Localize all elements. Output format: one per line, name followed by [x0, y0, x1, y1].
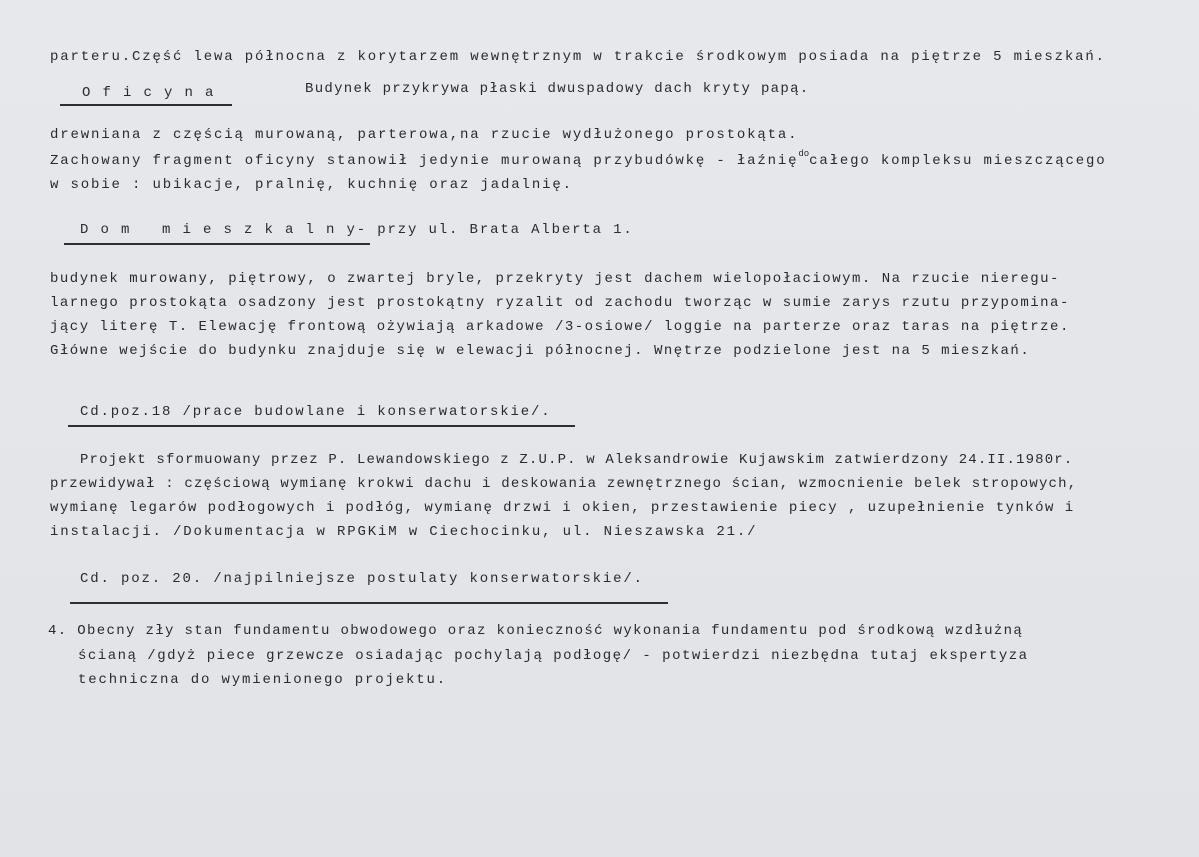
oficyna-line-2-tail: całego kompleksu mieszczącego: [809, 153, 1107, 169]
dom-line-1: budynek murowany, piętrowy, o zwartej bryle, przekryty jest dachem wielopołaciowym. Na rzucie nieregu-: [50, 271, 1060, 287]
dom-heading: [80, 221, 634, 239]
dom-line-2: larnego prostokąta osadzony jest prostokątny ryzalit od zachodu tworząc w sumie zarys rzutu przypomina-: [50, 295, 1070, 311]
poz18-line-3: wymianę legarów podłogowych i podłóg, wymianę drzwi i okien, przestawienie piecy , uzupełnienie tynków i: [50, 500, 1075, 516]
handwritten-insert: do: [798, 149, 810, 159]
oficyna-line-1: drewniana z częścią murowaną, parterowa,na rzucie wydłużonego prostokąta.: [50, 127, 799, 143]
dom-heading-text: D o m m i e s z k a l n y: [80, 222, 357, 238]
intro-line: parteru.Część lewa północna z korytarzem wewnętrznym w trakcie środkowym posiada na piętrze 5 mieszkań.: [50, 49, 1106, 65]
oficyna-line-3: w sobie : ubikacje, pralnię, kuchnię oraz jadalnię.: [50, 177, 573, 193]
poz18-underline: [68, 425, 575, 427]
poz18-heading: Cd.poz.18 /prace budowlane i konserwatorskie/.: [80, 404, 552, 420]
poz20-line-1: 4. Obecny zły stan fundamentu obwodowego oraz konieczność wykonania fundamentu pod środkową wzdłużną: [48, 623, 1024, 639]
poz20-heading: Cd. poz. 20. /najpilniejsze postulaty konserwatorskie/.: [80, 571, 644, 587]
poz18-line-4: instalacji. /Dokumentacja w RPGKiM w Ciechocinku, ul. Nieszawska 21./: [50, 524, 758, 540]
oficyna-underline: [60, 104, 232, 106]
oficyna-heading: O f i c y n a: [82, 85, 216, 101]
oficyna-roof-note: Budynek przykrywa płaski dwuspadowy dach kryty papą.: [305, 81, 810, 97]
poz20-underline: [70, 602, 668, 604]
poz20-line-3: techniczna do wymienionego projektu.: [78, 672, 448, 688]
poz18-line-1: Projekt sformuowany przez P. Lewandowskiego z Z.U.P. w Aleksandrowie Kujawskim zatwierdzony 24.II.1980r.: [80, 452, 1074, 468]
poz20-line-2: ścianą /gdyż piece grzewcze osiadając pochylają podłogę/ - potwierdzi niezbędna tutaj ekspertyza: [78, 648, 1029, 664]
dom-underline: [64, 243, 370, 245]
poz18-line-2: przewidywał : częściową wymianę krokwi dachu i deskowania zewnętrznego ścian, wzmocnienie belek stropowych,: [50, 476, 1078, 492]
dom-line-4: Główne wejście do budynku znajduje się w elewacji północnej. Wnętrze podzielone jest na 5 mieszkań.: [50, 343, 1031, 359]
dom-heading-tail: - przy ul. Brata Alberta 1.: [356, 222, 634, 238]
oficyna-line-2-text: Zachowany fragment oficyny stanowił jedynie murowaną przybudówkę - łaźnię: [50, 153, 799, 169]
dom-line-3: jący literę T. Elewację frontową ożywiają arkadowe /3-osiowe/ loggie na parterze oraz taras na piętrze.: [50, 319, 1070, 335]
oficyna-line-2: [50, 149, 1107, 171]
